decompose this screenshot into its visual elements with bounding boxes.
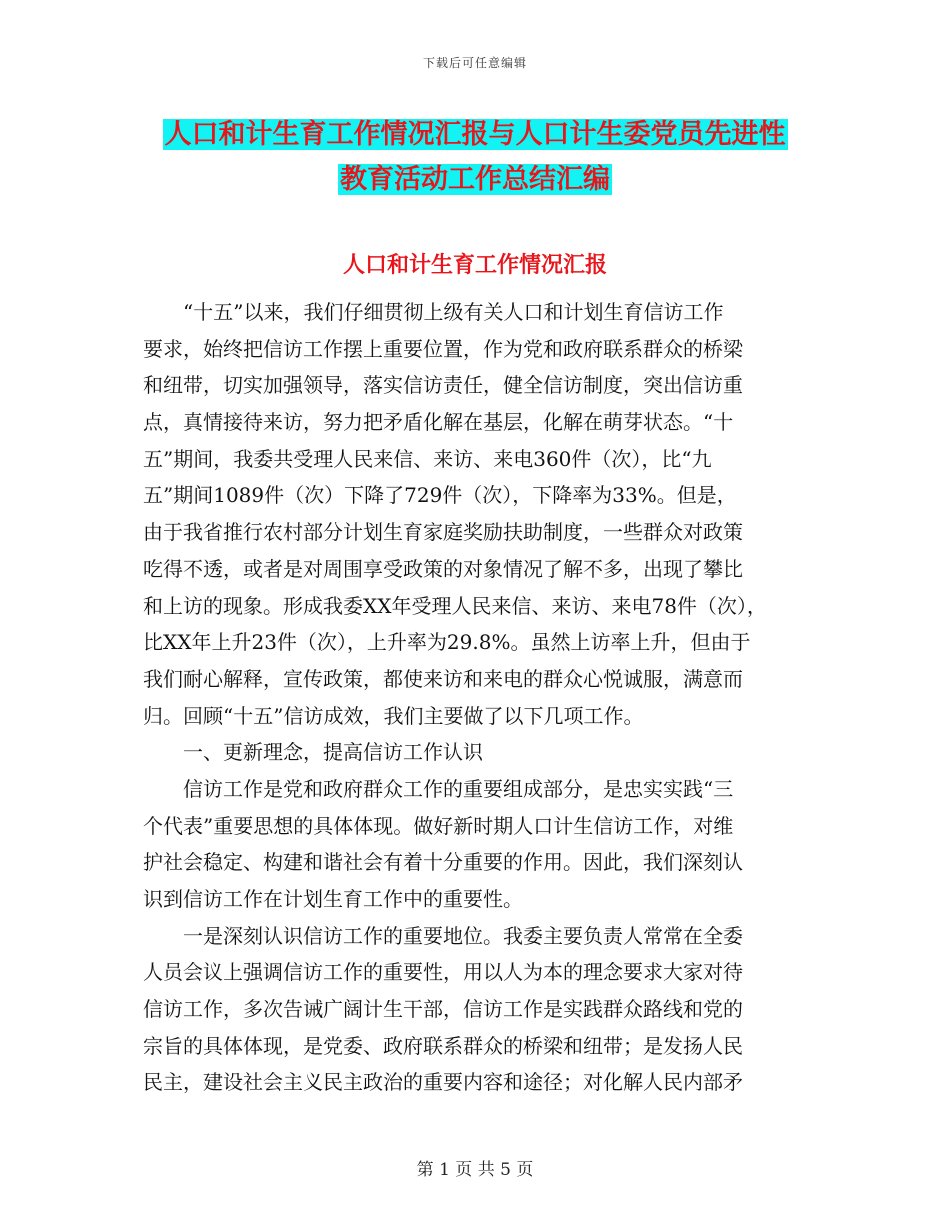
- paragraph-line: 信访工作是党和政府群众工作的重要组成部分，是忠实实践“三: [183, 776, 734, 801]
- paragraph-line: 吃得不透，或者是对周围享受政策的对象情况了解不多，出现了攀比: [143, 556, 743, 581]
- paragraph-line: 五”期间1089件（次）下降了729件（次），下降率为33%。但是，: [143, 483, 737, 508]
- paragraph-line: 信访工作，多次告诫广阔计生干部，信访工作是实践群众路线和党的: [143, 997, 743, 1022]
- header-note: 下载后可任意编辑: [422, 56, 527, 70]
- subheading-line: 一、更新理念，提高信访工作认识: [183, 740, 483, 765]
- paragraph-line: 和纽带，切实加强领导，落实信访责任，健全信访制度，突出信访重: [143, 373, 743, 398]
- paragraph-line: 宗旨的具体体现，是党委、政府联系群众的桥梁和纽带；是发扬人民: [143, 1033, 743, 1058]
- main-title-line-1: [0, 112, 950, 151]
- paragraph-line: 个代表”重要思想的具体体现。做好新时期人口计生信访工作，对维: [143, 813, 734, 838]
- paragraph-line: 归。回顾“十五”信访成效，我们主要做了以下几项工作。: [143, 703, 644, 728]
- main-title-line-1-text: 人口和计生育工作情况汇报与人口计生委党员先进性: [164, 119, 786, 150]
- paragraph-line: 和上访的现象。形成我委XX年受理人民来信、来访、来电78件（次），: [143, 593, 767, 618]
- main-title-line-2: [0, 157, 950, 196]
- paragraph-line: “十五”以来，我们仔细贯彻上级有关人口和计划生育信访工作: [183, 300, 724, 324]
- paragraph-line: 护社会稳定、构建和谐社会有着十分重要的作用。因此，我们深刻认: [143, 850, 743, 875]
- paragraph-line: 民主，建设社会主义民主政治的重要内容和途径；对化解人民内部矛: [143, 1070, 743, 1095]
- section-title: 人口和计生育工作情况汇报: [342, 252, 607, 278]
- paragraph-line: 五”期间，我委共受理人民来信、来访、来电360件（次），比“九: [143, 446, 712, 471]
- body-text: [143, 294, 808, 1101]
- paragraph-line: 识到信访工作在计划生育工作中的重要性。: [143, 887, 523, 911]
- main-title-line-2-text: 教育活动工作总结汇编: [340, 164, 610, 195]
- paragraph-line: 一是深刻认识信访工作的重要地位。我委主要负责人常常在全委: [183, 923, 743, 948]
- paragraph-line: 点，真情接待来访，努力把矛盾化解在基层，化解在萌芽状态。“十: [143, 410, 734, 435]
- paragraph-line: 比XX年上升23件（次），上升率为29.8%。虽然上访率上升，但由于: [143, 630, 751, 655]
- paragraph-line: 要求，始终把信访工作摆上重要位置，作为党和政府联系群众的桥梁: [143, 336, 743, 361]
- paragraph-line: 由于我省推行农村部分计划生育家庭奖励扶助制度，一些群众对政策: [143, 520, 743, 545]
- paragraph-line: 人员会议上强调信访工作的重要性，用以人为本的理念要求大家对待: [143, 960, 743, 985]
- page-footer: 第 1 页 共 5 页: [416, 1160, 534, 1180]
- paragraph-line: 我们耐心解释，宣传政策，都使来访和来电的群众心悦诚服，满意而: [143, 666, 743, 691]
